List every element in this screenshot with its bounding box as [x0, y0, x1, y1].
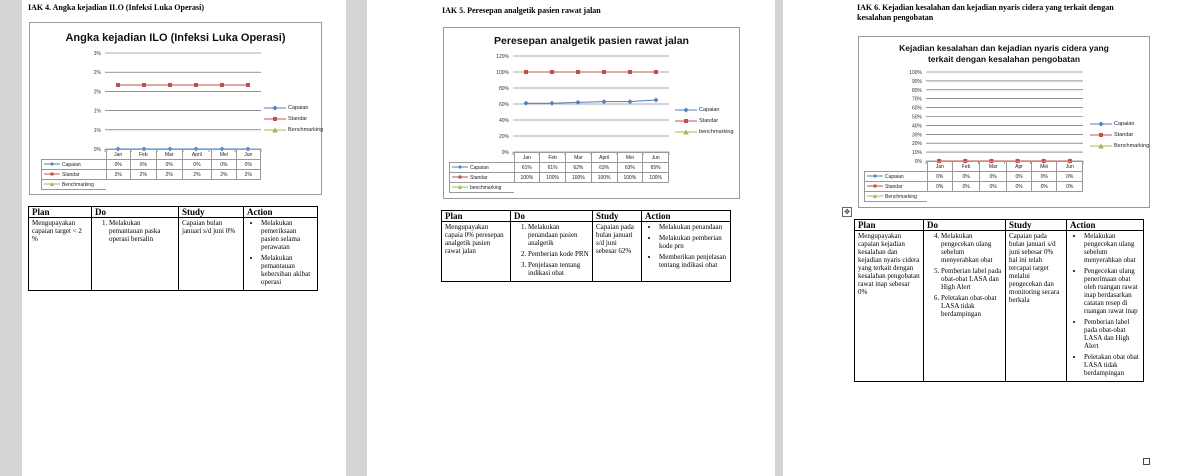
- value-cell: 0%: [953, 172, 980, 182]
- header-study: Study: [179, 207, 244, 218]
- category-label: Jan: [514, 153, 540, 163]
- y-tick-label: 90%: [911, 78, 922, 85]
- plan-cell: Mengupayakan capaian kejadian kesalahan dan kejadian nyaris cidera yang terkait dengan kesalahan pengobatan rawat inap sebesar 0%: [855, 231, 924, 382]
- data-point: [194, 83, 198, 87]
- value-cell: 0%: [1057, 182, 1083, 192]
- y-tick-label: 10%: [911, 150, 922, 157]
- chart-title: Angka kejadian ILO (Infeksi Luka Operasi): [65, 32, 286, 44]
- value-cell: 0%: [212, 160, 236, 170]
- chart-analgetik: [443, 27, 740, 199]
- row-label: Capaian: [885, 173, 904, 180]
- legend-standar: Standar: [699, 118, 719, 124]
- category-label: Feb: [540, 153, 566, 163]
- y-tick-label: 40%: [498, 118, 509, 124]
- value-cell: 0%: [1031, 172, 1057, 182]
- y-tick-label: 100%: [496, 70, 509, 76]
- category-label: Mei: [617, 153, 643, 163]
- category-label: Jan: [927, 162, 953, 172]
- action-cell: [1067, 231, 1144, 382]
- value-cell: 0%: [156, 160, 182, 170]
- chart-title: Peresepan analgetik pasien rawat jalan: [494, 35, 689, 47]
- data-point: [654, 70, 658, 74]
- header-plan: Plan: [29, 207, 92, 218]
- data-point: [550, 70, 554, 74]
- page-iak5: [367, 0, 775, 476]
- header-do: Do: [92, 207, 179, 218]
- category-label: Feb: [953, 162, 980, 172]
- header-plan: Plan: [442, 211, 511, 222]
- value-cell: 100%: [617, 173, 643, 183]
- category-label: Mar: [566, 153, 592, 163]
- do-item: 2. Pemberian kode PRN: [528, 250, 589, 258]
- action-item: • Melakukan pemantauan kebersihan akibat operasi: [261, 254, 314, 286]
- y-tick-label: 30%: [911, 132, 922, 139]
- value-cell: 63%: [617, 163, 643, 173]
- page-iak6: [783, 0, 1181, 476]
- data-table: [864, 161, 1083, 202]
- data-table: [41, 149, 261, 190]
- iak5-heading: IAK 5. Peresepan analgetik pasien rawat jalan: [442, 6, 601, 15]
- do-item: 6. Peletakan obat-obat LASA tidak berdampingan: [941, 294, 1002, 318]
- legend-benchmarking: benchmarking: [699, 129, 734, 135]
- legend-capaian: Capaian: [288, 105, 309, 111]
- row-label: Benchmarking: [62, 181, 94, 188]
- pdsa-table: [441, 210, 731, 282]
- data-point: [524, 70, 528, 74]
- value-cell: 65%: [643, 163, 669, 173]
- legend-standar: Standar: [1114, 132, 1134, 138]
- category-label: Mei: [212, 150, 236, 160]
- data-point: [628, 70, 632, 74]
- do-item: 1. Melakukan pemantauan paska operasi bersalin: [109, 219, 175, 243]
- y-tick-label: 1%: [93, 127, 101, 134]
- y-tick-label: 20%: [498, 134, 509, 140]
- do-item: 4. Melakukan pengecekan ulang sebelum menyerahkan obat: [941, 232, 1002, 264]
- y-tick-label: 20%: [911, 141, 922, 148]
- legend-benchmarking: Benchmarking: [1114, 143, 1150, 149]
- iak4-heading: IAK 4. Angka kejadian ILO (Infeksi Luka Operasi): [28, 3, 205, 12]
- value-cell: 100%: [591, 173, 617, 183]
- category-label: Jun: [643, 153, 669, 163]
- legend-capaian: Capaian: [1114, 121, 1135, 127]
- value-cell: 100%: [566, 173, 592, 183]
- y-tick-label: 0%: [93, 147, 101, 153]
- category-label: Jun: [1057, 162, 1083, 172]
- value-cell: 2%: [106, 170, 130, 180]
- row-benchmarking: [450, 183, 669, 193]
- action-item: • Peletakan obat obat LASA tidak berdampingan: [1084, 353, 1140, 377]
- category-row: [865, 162, 1083, 172]
- value-cell: 63%: [591, 163, 617, 173]
- value-cell: 0%: [182, 160, 212, 170]
- y-tick-label: 1%: [93, 108, 101, 115]
- y-tick-label: 0%: [501, 150, 509, 156]
- row-benchmarking: [42, 180, 261, 190]
- y-tick-label: 2%: [93, 70, 101, 77]
- header-do: Do: [924, 220, 1006, 231]
- action-item: • Pemberian label pada obat-obat LASA dan High Alert: [1084, 318, 1140, 350]
- data-point: [116, 83, 120, 87]
- value-cell: 2%: [182, 170, 212, 180]
- action-item: • Memberikan penjelasan tentang indikasi obat: [659, 253, 727, 269]
- chart-legend: [264, 104, 323, 137]
- data-point: [142, 83, 146, 87]
- chart-legend: [675, 106, 734, 139]
- category-label: Mar: [156, 150, 182, 160]
- y-tick-label: 80%: [498, 86, 509, 92]
- series-line-capaian: [526, 100, 656, 103]
- chart-title: Kejadian kesalahan dan kejadian nyaris cidera yang terkait dengan kesalahan pengobatan: [899, 43, 1109, 64]
- y-tick-label: 100%: [909, 70, 922, 76]
- value-cell: 0%: [927, 182, 953, 192]
- y-tick-label: 0%: [914, 159, 922, 165]
- value-cell: 61%: [514, 163, 540, 173]
- row-standar: [865, 182, 1083, 192]
- data-point: [602, 99, 607, 104]
- do-cell: [924, 231, 1006, 382]
- category-label: Mar: [980, 162, 1007, 172]
- plan-cell: Mengupayakan capaian target < 2 %: [29, 218, 92, 291]
- data-point: [654, 98, 659, 103]
- row-label: Capaian: [470, 164, 489, 171]
- category-label: April: [591, 153, 617, 163]
- data-point: [524, 101, 529, 106]
- chart-legend: [1090, 120, 1149, 153]
- header-action: Action: [1067, 220, 1144, 231]
- row-label: benchmarking: [470, 184, 502, 191]
- action-cell: [642, 222, 731, 282]
- row-label: Standar: [885, 183, 903, 190]
- pdsa-row: [29, 218, 318, 291]
- value-cell: 100%: [643, 173, 669, 183]
- value-cell: 0%: [130, 160, 156, 170]
- y-tick-label: 60%: [911, 105, 922, 112]
- data-point: [246, 83, 250, 87]
- chart-kesalahan-pengobatan: [858, 36, 1150, 208]
- value-cell: 0%: [236, 160, 260, 170]
- category-label: Apr: [1007, 162, 1032, 172]
- y-tick-label: 3%: [93, 51, 101, 57]
- y-tick-label: 80%: [911, 87, 922, 94]
- action-item: • Melakukan pengecekan ulang sebelum menyerahkan obat: [1084, 232, 1140, 264]
- value-cell: 100%: [514, 173, 540, 183]
- pdsa-table: [28, 206, 318, 291]
- category-label: April: [182, 150, 212, 160]
- y-tick-label: 2%: [93, 89, 101, 96]
- value-cell: 0%: [1031, 182, 1057, 192]
- iak6-heading: IAK 6. Kejadian kesalahan dan kejadian nyaris cidera yang terkait dengan kesalahan pengobatan: [857, 3, 1114, 22]
- value-cell: 62%: [566, 163, 592, 173]
- y-tick-label: 50%: [911, 114, 922, 121]
- y-tick-label: 70%: [911, 96, 922, 103]
- pdsa-table[interactable]: [854, 219, 1144, 382]
- chart-ilo: [29, 22, 322, 195]
- legend-benchmarking: Benchmarking: [288, 127, 324, 133]
- value-cell: 2%: [156, 170, 182, 180]
- do-cell: [92, 218, 179, 291]
- header-study: Study: [1006, 220, 1067, 231]
- value-cell: 0%: [1007, 182, 1032, 192]
- row-standar: [42, 170, 261, 180]
- study-cell: Capaian bulan januari s/d juni 0%: [179, 218, 244, 291]
- study-cell: Capaian pada bulan januari s/d juni sebesar 62%: [593, 222, 642, 282]
- value-cell: 61%: [540, 163, 566, 173]
- data-point: [550, 101, 555, 106]
- value-cell: 2%: [236, 170, 260, 180]
- action-item: • Melakukan penandaan: [659, 223, 727, 231]
- y-tick-label: 40%: [911, 123, 922, 130]
- row-label: Standar: [62, 171, 80, 178]
- header-plan: Plan: [855, 220, 924, 231]
- legend-capaian: Capaian: [699, 107, 720, 113]
- category-label: Jan: [106, 150, 130, 160]
- pdsa-row: [855, 231, 1144, 382]
- action-item: • Melakukan pemberian kode prn: [659, 234, 727, 250]
- row-capaian: [865, 172, 1083, 182]
- row-benchmarking: [865, 192, 1083, 202]
- value-cell: 0%: [106, 160, 130, 170]
- data-point: [628, 99, 633, 104]
- row-label: Standar: [470, 174, 488, 181]
- data-point: [220, 83, 224, 87]
- pdsa-header: [855, 220, 1144, 231]
- category-row: [450, 153, 669, 163]
- value-cell: 0%: [927, 172, 953, 182]
- study-cell: Capaian pada bulan januari s/d juni sebesar 0% hal ini telah tercapai target melalui pengecekan dan monitoring secara berkala: [1006, 231, 1067, 382]
- value-cell: 100%: [540, 173, 566, 183]
- header-action: Action: [244, 207, 318, 218]
- table-move-handle-icon[interactable]: ✥: [842, 207, 852, 217]
- category-label: Mei: [1031, 162, 1057, 172]
- value-cell: 0%: [1007, 172, 1032, 182]
- category-row: [42, 150, 261, 160]
- category-label: Feb: [130, 150, 156, 160]
- value-cell: 2%: [212, 170, 236, 180]
- row-capaian: [450, 163, 669, 173]
- value-cell: 0%: [980, 172, 1007, 182]
- data-point: [602, 70, 606, 74]
- category-label: Jun: [236, 150, 260, 160]
- header-action: Action: [642, 211, 731, 222]
- legend-standar: Standar: [288, 116, 308, 122]
- data-point: [576, 70, 580, 74]
- data-table: [449, 152, 669, 193]
- pdsa-row: [442, 222, 731, 282]
- action-item: • Melakukan pemeriksaan pasien selama perawatan: [261, 219, 314, 251]
- row-capaian: [42, 160, 261, 170]
- row-standar: [450, 173, 669, 183]
- page-iak4: [22, 0, 346, 476]
- y-tick-label: 60%: [498, 102, 509, 108]
- pdsa-header: [442, 211, 731, 222]
- do-item: 5. Pemberian label pada obat-obat LASA dan High Alert: [941, 267, 1002, 291]
- data-point: [168, 83, 172, 87]
- pdsa-header: [29, 207, 318, 218]
- do-cell: [511, 222, 593, 282]
- header-study: Study: [593, 211, 642, 222]
- do-item: 1. Melakukan penandaan pasien analgetik: [528, 223, 589, 247]
- y-tick-label: 120%: [496, 54, 509, 60]
- header-do: Do: [511, 211, 593, 222]
- value-cell: 0%: [953, 182, 980, 192]
- table-resize-handle[interactable]: [1143, 458, 1150, 465]
- value-cell: 2%: [130, 170, 156, 180]
- plan-cell: Mengupayakan capaia 0% peresepan analgetik pasien rawat jalan: [442, 222, 511, 282]
- row-label: Benchmarking: [885, 193, 917, 200]
- row-label: Capaian: [62, 161, 81, 168]
- action-item: • Pengecekan ulang penerimaan obat oleh ruangan rawat inap berdasarkan catatan resep di ruangan rawat inap: [1084, 267, 1140, 315]
- value-cell: 0%: [1057, 172, 1083, 182]
- action-cell: [244, 218, 318, 291]
- value-cell: 0%: [980, 182, 1007, 192]
- do-item: 3. Penjelasan tentang indikasi obat: [528, 261, 589, 277]
